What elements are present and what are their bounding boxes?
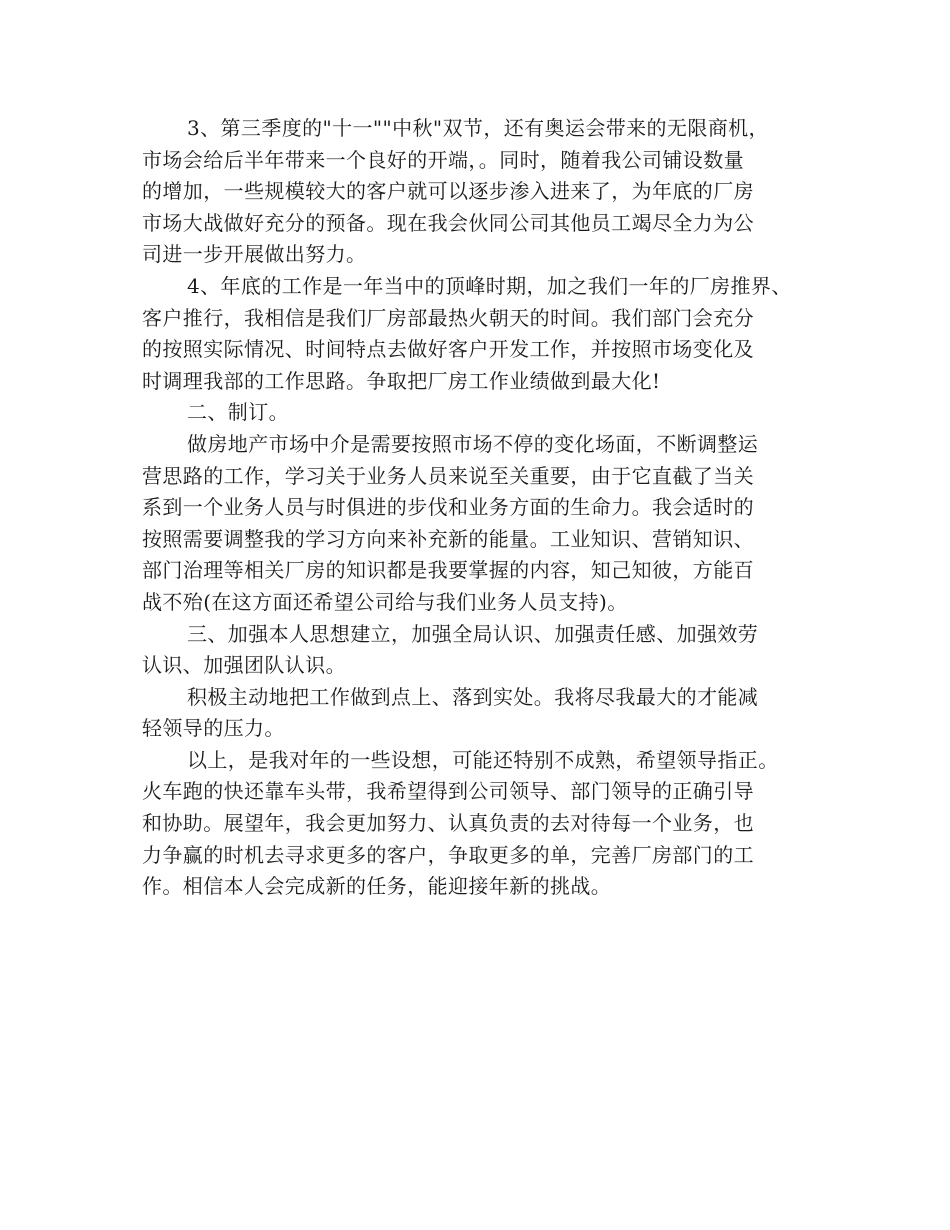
text-line: 按照需要调整我的学习方向来补充新的能量。工业知识、营销知识、 [142, 526, 754, 551]
text-line: 认识、加强团队认识。 [142, 653, 346, 678]
text-line: 司进一步开展做出努力。 [142, 242, 367, 267]
text-line: 以上，是我对年的一些设想，可能还特别不成熟，希望领导指正。 [187, 747, 779, 772]
text-line: 和协助。展望年，我会更加努力、认真负责的去对待每一个业务，也 [142, 811, 754, 836]
text-line: 力争赢的时机去寻求更多的客户，争取更多的单，完善厂房部门的工 [142, 842, 754, 867]
text-line: 三、加强本人思想建立，加强全局认识、加强责任感、加强效劳 [187, 621, 759, 646]
text-line: 系到一个业务人员与时俱进的步伐和业务方面的生命力。我会适时的 [142, 495, 754, 520]
text-line: 战不殆(在这方面还希望公司给与我们业务人员支持)。 [142, 589, 628, 614]
text-line: 作。相信本人会完成新的任务，能迎接年新的挑战。 [142, 874, 612, 899]
text-line: 市场大战做好充分的预备。现在我会伙同公司其他员工竭尽全力为公 [142, 210, 754, 235]
text-line: 客户推行，我相信是我们厂房部最热火朝天的时间。我们部门会充分 [142, 305, 754, 330]
text-line: 3、第三季度的"十一""中秋"双节，还有奥运会带来的无限商机， [187, 116, 769, 140]
text-line: 轻领导的压力。 [142, 716, 285, 741]
text-line: 火车跑的快还靠车头带，我希望得到公司领导、部门领导的正确引导 [142, 779, 754, 804]
text-line: 4、年底的工作是一年当中的顶峰时期，加之我们一年的厂房推界、 [187, 273, 792, 298]
text-line: 营思路的工作，学习关于业务人员来说至关重要，由于它直截了当关 [142, 463, 754, 488]
text-line: 的增加，一些规模较大的客户就可以逐步渗入进来了，为年底的厂房 [142, 179, 754, 204]
text-line: 积极主动地把工作做到点上、落到实处。我将尽我最大的才能减 [187, 684, 759, 709]
text-line: 做房地产市场中介是需要按照市场不停的变化场面，不断调整运 [187, 431, 759, 456]
text-line: 市场会给后半年带来一个良好的开端，。同时，随着我公司铺设数量 [142, 147, 744, 172]
text-line: 二、制订。 [187, 400, 289, 425]
text-line: 时调理我部的工作思路。争取把厂房工作业绩做到最大化! [142, 368, 661, 393]
text-line: 部门治理等相关厂房的知识都是我要掌握的内容，知己知彼，方能百 [142, 558, 754, 583]
text-line: 的按照实际情况、时间特点去做好客户开发工作，并按照市场变化及 [142, 337, 754, 362]
document-body [142, 113, 828, 903]
